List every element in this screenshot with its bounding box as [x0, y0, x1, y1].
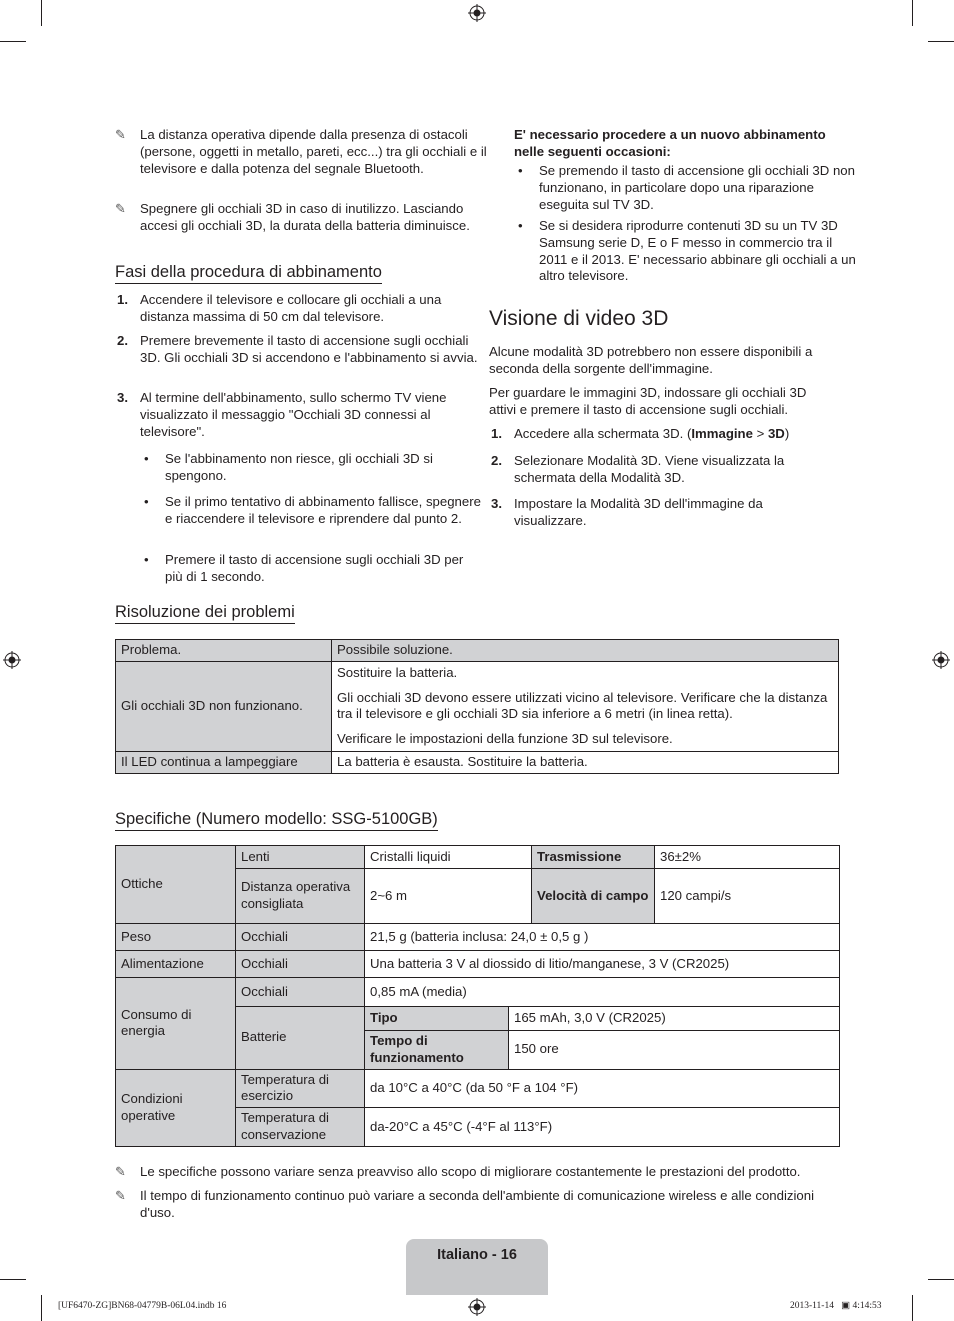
note-pencil-icon: ✎ — [115, 127, 126, 142]
table-cell: Sostituire la batteria. Gli occhiali 3D devono essere utilizzati vicino al televisore. Verificare che la distanza tra il televisore e gli occhiali 3D sia inferiore a 6 metri (in linea retta). Verificare le impostazioni della funzione 3D sul televisore. — [332, 661, 839, 751]
list-item: 3. Al termine dell'abbinamento, sullo schermo TV viene visualizzato il messaggio "Occhiali 3D connessi al televisore". — [117, 390, 447, 439]
crop-mark — [912, 1295, 913, 1321]
note-pencil-icon: ✎ — [115, 1164, 126, 1179]
table-row — [116, 661, 839, 751]
table-row — [116, 924, 840, 951]
table-cell: 21,5 g (batteria inclusa: 24,0 ± 0,5 g ) — [365, 924, 840, 951]
crop-mark — [928, 1279, 954, 1280]
list-item: • Se l'abbinamento non riesce, gli occhiali 3D si spengono. — [144, 451, 433, 483]
table-cell: Distanza operativa consigliata — [236, 869, 365, 924]
table-cell: Consumo di energia — [116, 978, 236, 1070]
table-cell: Occhiali — [236, 951, 365, 978]
table-cell: Ottiche — [116, 846, 236, 924]
note: ✎ Le specifiche possono variare senza preavviso allo scopo di migliorare costantemente le prestazioni del prodotto. — [115, 1164, 801, 1179]
table-cell: Temperatura di esercizio — [236, 1069, 365, 1108]
table-cell: da 10°C a 40°C (da 50 °F a 104 °F) — [365, 1069, 840, 1108]
registration-mark-icon — [468, 1298, 486, 1316]
menu-path-3d: 3D — [767, 426, 785, 441]
crop-mark — [912, 0, 913, 26]
note: ✎ La distanza operativa dipende dalla presenza di ostacoli (persone, oggetti in metallo, pareti, ecc...) tra gli occhiali e il televisore e dalla potenza del segnale Bluetooth. — [115, 127, 487, 176]
table-row — [116, 978, 840, 1007]
list-item: • Se premendo il tasto di accensione gli occhiali 3D non funzionano, in particolare dopo una riparazione eseguita sul TV 3D. — [518, 163, 855, 212]
section-heading-troubleshooting: Risoluzione dei problemi — [115, 602, 295, 624]
list-item: • Premere il tasto di accensione sugli occhiali 3D per più di 1 secondo. — [144, 552, 464, 584]
crop-mark — [41, 0, 42, 26]
print-file-info: [UF6470-ZG]BN68-04779B-06L04.indb 16 — [58, 1301, 227, 1311]
note: ✎ Spegnere gli occhiali 3D in caso di inutilizzo. Lasciando accesi gli occhiali 3D, la durata della batteria diminuisce. — [115, 201, 470, 233]
table-cell: 120 campi/s — [655, 869, 840, 924]
table-cell: Una batteria 3 V al diossido di litio/manganese, 3 V (CR2025) — [365, 951, 840, 978]
table-cell: Gli occhiali 3D non funzionano. — [116, 661, 332, 751]
table-cell: Cristalli liquidi — [365, 846, 532, 869]
table-cell: da-20°C a 45°C (-4°F al 113°F) — [365, 1108, 840, 1147]
table-row — [116, 751, 839, 773]
section-heading-pairing: Fasi della procedura di abbinamento — [115, 262, 382, 284]
table-cell: Occhiali — [236, 978, 365, 1007]
page-number-tab — [406, 1239, 548, 1295]
table-row — [116, 846, 840, 869]
crop-mark — [41, 1295, 42, 1321]
list-item: 1. Accedere alla schermata 3D. (Immagine > 3D) — [491, 426, 790, 441]
table-cell: Lenti — [236, 846, 365, 869]
paragraph: Per guardare le immagini 3D, indossare gli occhiali 3D attivi e premere il tasto di accensione sugli occhiali. — [489, 385, 807, 417]
table-cell: 150 ore — [509, 1031, 840, 1070]
page-number: Italiano - 16 — [437, 1247, 517, 1263]
table-cell: Peso — [116, 924, 236, 951]
crop-mark — [0, 41, 26, 42]
note-pencil-icon: ✎ — [115, 1188, 126, 1203]
table-cell: Il LED continua a lampeggiare — [116, 751, 332, 773]
list-item: 2. Selezionare Modalità 3D. Viene visualizzata la schermata della Modalità 3D. — [491, 453, 785, 485]
registration-mark-icon — [468, 4, 486, 22]
note-pencil-icon: ✎ — [115, 201, 126, 216]
section-heading-specs: Specifiche (Numero modello: SSG-5100GB) — [115, 809, 438, 831]
table-header-cell: Problema. — [116, 640, 332, 662]
table-cell: Velocità di campo — [532, 869, 655, 924]
table-row — [116, 1069, 840, 1108]
list-item: 1. Accendere il televisore e collocare gli occhiali a una distanza massima di 50 cm dal televisore. — [117, 292, 442, 324]
clock-icon: ▣ — [841, 1301, 851, 1311]
registration-mark-icon — [932, 651, 950, 669]
table-cell: 165 mAh, 3,0 V (CR2025) — [509, 1007, 840, 1031]
table-row — [116, 951, 840, 978]
table-cell: Occhiali — [236, 924, 365, 951]
list-item: 3. Impostare la Modalità 3D dell'immagine da visualizzare. — [491, 496, 763, 528]
table-row — [116, 640, 839, 662]
specs-table — [115, 845, 840, 1147]
crop-mark — [0, 1279, 26, 1280]
section-title-3d-video: Visione di video 3D — [489, 307, 669, 330]
list-item: • Se il primo tentativo di abbinamento fallisce, spegnere e riaccendere il televisore e riprendere dal punto 2. — [144, 494, 481, 526]
table-cell: Batterie — [236, 1007, 365, 1070]
print-timestamp: 2013-11-14 ▣ 4:14:53 — [790, 1301, 882, 1311]
table-cell: La batteria è esausta. Sostituire la batteria. — [332, 751, 839, 773]
paragraph: Alcune modalità 3D potrebbero non essere disponibili a seconda della sorgente dell'immagine. — [489, 344, 813, 376]
list-item: • Se si desidera riprodurre contenuti 3D su un TV 3D Samsung serie D, E o F messo in commercio tra il 2011 e il 2013. E' necessario abbinare gli occhiali a un altro televisore. — [518, 218, 856, 284]
list-item: 2. Premere brevemente il tasto di accensione sugli occhiali 3D. Gli occhiali 3D si accendono e l'abbinamento si avvia. — [117, 333, 478, 365]
table-cell: 0,85 mA (media) — [365, 978, 840, 1007]
table-cell: Tempo di funzionamento — [365, 1031, 509, 1070]
table-cell: 36±2% — [655, 846, 840, 869]
table-cell: Alimentazione — [116, 951, 236, 978]
menu-path-picture: Immagine — [691, 426, 753, 441]
crop-mark — [928, 41, 954, 42]
table-cell: Condizioni operative — [116, 1069, 236, 1146]
registration-mark-icon — [3, 651, 21, 669]
troubleshooting-table — [115, 639, 839, 774]
table-cell: 2~6 m — [365, 869, 532, 924]
table-cell: Tipo — [365, 1007, 509, 1031]
table-header-cell: Possibile soluzione. — [332, 640, 839, 662]
table-cell: Trasmissione — [532, 846, 655, 869]
repairing-heading: E' necessario procedere a un nuovo abbinamento nelle seguenti occasioni: — [514, 127, 826, 159]
note: ✎ Il tempo di funzionamento continuo può variare a seconda dell'ambiente di comunicazione wireless e alle condizioni d'uso. — [115, 1188, 815, 1220]
table-cell: Temperatura di conservazione — [236, 1108, 365, 1147]
